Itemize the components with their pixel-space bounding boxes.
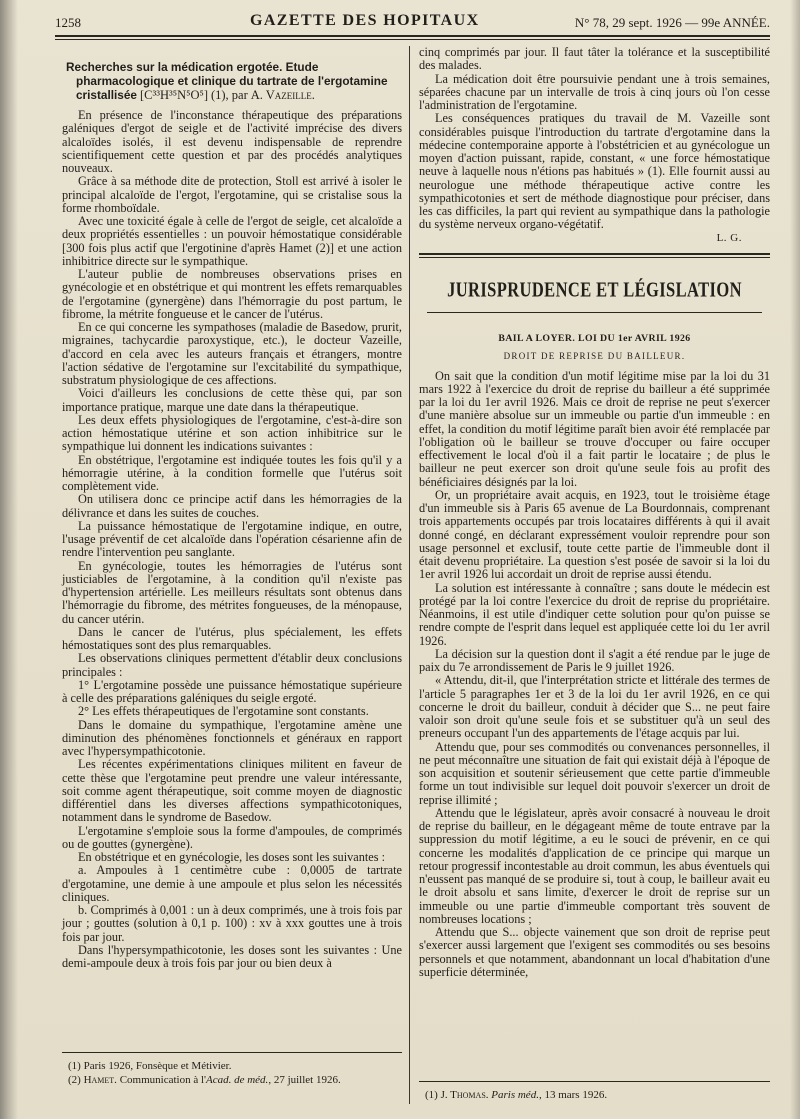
article-title-text: Recherches sur la médication ergotée. Etude pharmacologique et clinique du tartrate de l'ergotamine cristallisée [66, 60, 388, 102]
case-title: BAIL A LOYER. LOI DU 1er AVRIL 1926 [498, 332, 691, 344]
article-paragraph: Dans le cancer de l'utérus, plus spécialement, les effets hémostatiques sont des plus remarquables. [62, 624, 402, 652]
article-paragraph: Voici d'ailleurs les conclusions de cette thèse qui, par son importance pratique, marque une date dans la thérapeutique. [62, 386, 402, 414]
article-paragraph: La puissance hémostatique de l'ergotamine indique, en outre, l'usage préventif de cet alcaloïde dans l'opération césarienne afin de rendre l'intervention peu sanglante. [62, 518, 402, 560]
article-paragraph: Dans le domaine du sympathique, l'ergotamine amène une diminution des phénomènes fonctionnels et généraux en rapport avec l'hypersympathicotonie. [62, 717, 402, 758]
case-subtitle: DROIT DE REPRISE DU BAILLEUR. [503, 350, 686, 361]
article-title [66, 60, 402, 102]
legal-paragraph: Attendu que le législateur, après avoir consacré à nouveau le droit de reprise du bailleur, en le dégageant même de toute entrave par la suppression du motif légitime, a eu le souci de prévenir, en ce qui concerne les modalités d'application de ce principe qui marque un retour progressif incontestable au droit commun, les abus éventuels qui n'eussent pas manqué de se produire si, tout à coup, le bailleur avait eu le droit absolu et sans limite, d'exercer le droit de reprise sur un immeuble ou une partie d'immeuble comportant très souvent de nombreuses locations ; [419, 805, 770, 926]
page-number: 1258 [55, 15, 81, 30]
article-paragraph: b. Comprimés à 0,001 : un à deux comprimés, une à trois fois par jour ; gouttes (solution à 0,1 p. 100) : xv à xxx gouttes une à trois fois par jour. [62, 903, 402, 944]
footnote-text: Communication à l' [119, 1074, 206, 1086]
legal-paragraph: Or, un propriétaire avait acquis, en 1923, tout le troisième étage d'un immeuble sis à Paris 65 avenue de La Bourdonnais, comprenant trois appartements occupés par trois locataires différents à qui il avait donné congé, en déclarant expressément vouloir reprendre pour son usage personnel et exclusif, toute cette partie de l'immeuble dont il était devenu propriétaire. La question s'est posée de savoir si la loi du 1er avril 1926 lui accordait un droit de reprise aussi étendu. [419, 487, 770, 582]
footnote [62, 1059, 402, 1073]
article-paragraph: Les récentes expérimentations cliniques militent en faveur de cette thèse que l'ergotamine peut prendre une valeur intéressante, soit comme agent thérapeutique, soit comme moyen de diagnostic différentiel dans les diverses affections sympathicotoniques, notamment dans le syndrome de Basedow. [62, 757, 402, 825]
legal-paragraph: La solution est intéressante à connaître ; sans doute le médecin est protégé par la loi contre l'exercice du droit de reprise du propriétaire. Néanmoins, il est utile d'indiquer cette solution pour qu'on puisse se rendre compte de l'esprit dans lequel est appliquée cette loi du 1er avril 1926. [419, 580, 770, 648]
footnote [419, 1088, 770, 1102]
scan-edge-left [0, 0, 18, 1119]
article-author: A. Vazeille. [250, 88, 315, 102]
footnote-ref: (2) [68, 1074, 81, 1086]
footnote-rule [62, 1052, 402, 1053]
footnote-ref: (1) [425, 1089, 438, 1101]
article-paragraph: En gynécologie, toutes les hémorragies de l'utérus sont justiciables de l'ergotamine, à la condition qu'il n'existe pas d'hypertension artérielle. Les meilleurs résultats sont obtenus dans l'hémorragie du fibrome, des métrites fongueuses, de la ménopause, du cancer utérin. [62, 558, 402, 626]
article-signature: L. G. [716, 231, 742, 244]
scan-edge-right [790, 0, 800, 1119]
article-paragraph: 2° Les effets thérapeutiques de l'ergotamine sont constants. [78, 704, 369, 719]
article-paragraph: En ce qui concerne les sympathoses (maladie de Basedow, prurit, migraines, tachycardie paroxystique, etc.), le docteur Vazeille, d'accord en cela avec les auteurs français et étrangers, montre l'action sédative de l'ergotamine sur l'excitabilité du sympathique, substratum physiologique de ces affections. [62, 320, 402, 387]
footnote-rule [419, 1081, 770, 1082]
left-column [62, 52, 402, 1087]
right-footnotes [419, 1073, 770, 1102]
footnote-author: J. Thomas. [440, 1089, 489, 1101]
legal-paragraph: Attendu que, pour ses commodités ou convenances personnelles, il ne peut méconnaître une situation de fait qui existait déjà à l'époque de son acquisition et soutenir sérieusement que cette partie d'immeuble forme un tout indivisible sur lequel doit pouvoir s'exercer un droit de reprise illimité ; [419, 739, 770, 807]
article-paragraph: En obstétrique, l'ergotamine est indiquée toutes les fois qu'il y a hémorragie utérine, à la condition formelle que l'utérus soit complètement vide. [62, 452, 402, 493]
footnote-ref: (1) [68, 1060, 81, 1072]
section-heading-rule [427, 312, 762, 313]
legal-paragraph: « Attendu, dit-il, que l'interprétation stricte et littérale des termes de l'article 5 paragraphes 1er et 3 de la loi du 1er avril 1926, en ce qui concerne le droit du bailleur, conduit à décider que S... ne peut faire valoir son droit qu'une seule fois et se substituer qu'à un seul des preneurs occupant l'un des appartements de l'étage acquis par lui. [419, 673, 770, 741]
issue-info: N° 78, 29 sept. 1926 — 99e ANNÉE. [574, 15, 770, 30]
footnote [62, 1073, 402, 1087]
column-divider [409, 46, 410, 1104]
article-paragraph: L'ergotamine s'emploie sous la forme d'ampoules, de comprimés ou de gouttes (gynergène). [62, 823, 402, 851]
article-paragraph: 1° L'ergotamine possède une puissance hémostatique supérieure à celle des préparations galéniques du seigle ergoté. [62, 677, 402, 705]
footnote-text: Paris 1926, Fonsèque et Métivier. [83, 1060, 232, 1072]
article-paragraph: En obstétrique et en gynécologie, les doses sont les suivantes : [78, 850, 386, 864]
footnote-date: , 27 juillet 1926. [268, 1074, 341, 1086]
article-paragraph: En présence de l'inconstance thérapeutique des préparations galéniques d'ergot de seigle et de l'activité imprécise des divers alcaloïdes isolés, il est devenu indispensable de reprendre scientifiquement cette question et par des procédés analytiques nouveaux. [62, 108, 402, 175]
article-paragraph: Avec une toxicité égale à celle de l'ergot de seigle, cet alcaloïde a deux propriétés essentielles : un pouvoir hémostatique considérable [300 fois plus actif que l'ergotinine d'après Hamet (2)] et une action inhibitrice directe sur le sympathique. [62, 214, 402, 268]
footnote-date: , 13 mars 1926. [538, 1089, 608, 1101]
legal-paragraph: On sait que la condition d'un motif légitime mise par la loi du 31 mars 1922 à l'exercice du droit de reprise du bailleur a été supprimée par la loi du 1er avril 1926. Mais ce droit de reprise ne peut s'exercer d'une manière absolue sur un immeuble ou partie d'un immeuble : en effet, la condition du motif légitime paraît bien avoir été remplacée par l'obligation où le bailleur se trouve d'occuper ou faire occuper effectivement le local d'où il a fait partir le locataire ; de plus le bailleur ne peut exercer son droit qu'une seule fois au profit des bénéficiaires désignés par la loi. [419, 368, 770, 489]
journal-title: GAZETTE DES HOPITAUX [250, 12, 480, 29]
section-heading: JURISPRUDENCE ET LÉGISLATION [447, 277, 742, 301]
article-paragraph: cinq comprimés par jour. Il faut tâter la tolérance et la susceptibilité des malades. [419, 45, 770, 73]
footnote-source: Acad. de méd. [206, 1074, 269, 1086]
article-paragraph: Grâce à sa méthode dite de protection, Stoll est arrivé à isoler le principal alcaloïde de l'ergot, l'ergotamine, qui se cristalise sous la forme rhomboïdale. [62, 174, 402, 215]
footnote-author: Hamet. [83, 1074, 117, 1086]
footnote-source: Paris méd. [491, 1089, 539, 1101]
article-paragraph: Les conséquences pratiques du travail de M. Vazeille sont considérables puisque l'introduction du tartrate d'ergotamine dans la médecine contemporaine apporte à l'obstétricien et au gynécologue un moyen d'action puissant, rapide, constant, « une force hémostatique neuve à laquelle nous n'étions pas habitués » (1). Elle fournit aussi au neurologue une méthode thérapeutique active contre les sympathicotonies et sert de méthode diagnostique pour préciser, dans les cas difficiles, la part qui revient au sympathique dans la pathologie du système nerveux organo-végétatif. [419, 111, 770, 232]
chemical-formula: [C³³H³⁵N⁵O⁵] [139, 88, 209, 102]
article-paragraph: On utilisera donc ce principe actif dans les hémorragies de la délivrance et dans les suites de couches. [62, 492, 402, 520]
legal-paragraph: Attendu que S... objecte vainement que son droit de reprise peut s'exercer aussi largement que l'exigent ses commodités ou ses besoins personnels et que notamment, abandonnant un local d'habitation d'une superficie déterminée, [419, 925, 770, 979]
article-byline: (1), par [210, 88, 248, 102]
article-paragraph: Dans l'hypersympathicotonie, les doses sont les suivantes : Une demi-ampoule deux à trois fois par jour ou bien deux à [62, 942, 402, 970]
right-column [419, 46, 770, 1102]
legal-paragraph: La décision sur la question dont il s'agit a été rendue par le juge de paix du 7e arrondissement de Paris le 9 juillet 1926. [419, 646, 770, 674]
article-paragraph: a. Ampoules à 1 centimètre cube : 0,0005 de tartrate d'ergotamine, une demie à une ampoule et plus selon les nécessités cliniques. [62, 863, 402, 904]
article-paragraph: Les deux effets physiologiques de l'ergotamine, c'est-à-dire son action hémostatique utérine et son action inhibitrice sur le sympathique lui donnent les indications suivantes : [62, 412, 402, 454]
article-paragraph: La médication doit être poursuivie pendant une à trois semaines, séparées chacune par un intervalle de trois à cinq jours où l'on cesse l'administration de l'ergotamine. [419, 71, 770, 112]
left-footnotes [62, 1044, 402, 1087]
section-double-rule [419, 253, 770, 258]
article-paragraph: Les observations cliniques permettent d'établir deux conclusions principales : [62, 651, 402, 679]
article-paragraph: L'auteur publie de nombreuses observations prises en gynécologie et en obstétrique et qui montrent les effets remarquables de l'ergotamine (gynergène) dans l'hémorragie du post partum, le fibrome, la métrite fongueuse et le cancer de l'utérus. [62, 267, 402, 321]
header-double-rule [55, 35, 770, 40]
